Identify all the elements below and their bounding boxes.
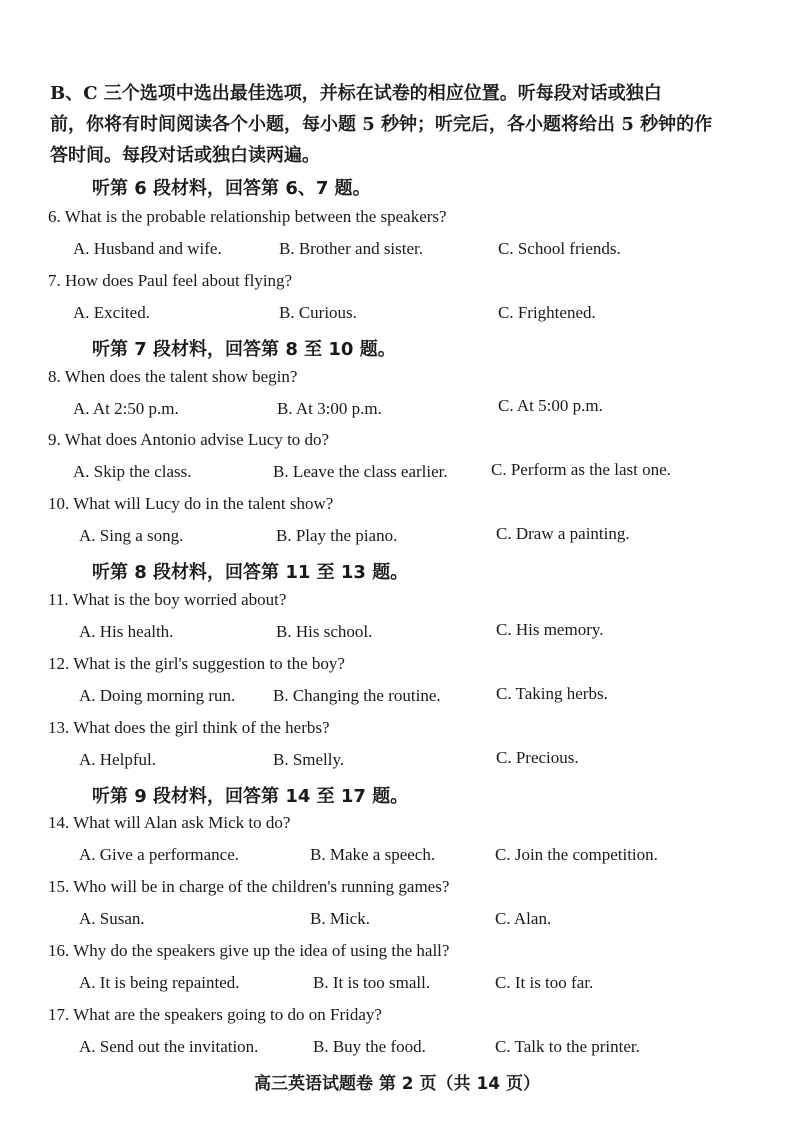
option-b: B. Make a speech. (310, 845, 436, 864)
option-c: C. Precious. (496, 748, 579, 767)
option-b: B. Brother and sister. (279, 239, 424, 258)
option-c: C. Perform as the last one. (491, 460, 671, 479)
question (48, 877, 449, 897)
question (48, 941, 449, 961)
question-number: 7. (48, 271, 61, 290)
page-footer: 高三英语试题卷 第 2 页（共 14 页） (253, 1074, 541, 1094)
option-a: A. Give a performance. (79, 845, 240, 864)
question-text: What does Antonio advise Lucy to do? (64, 430, 330, 449)
question-number: 14. (48, 813, 70, 832)
option-a: A. His health. (79, 622, 174, 641)
option-a: A. Susan. (79, 909, 145, 928)
option-c: C. Taking herbs. (496, 684, 608, 703)
option-a: A. Doing morning run. (79, 686, 236, 705)
option-b: B. Curious. (279, 303, 357, 322)
question (48, 813, 290, 833)
question-text: What will Lucy do in the talent show? (73, 494, 334, 513)
question-number: 15. (48, 877, 70, 896)
question-number: 10. (48, 494, 70, 513)
question-text: When does the talent show begin? (64, 367, 298, 386)
question (48, 271, 292, 291)
instruction-line: 前，你将有时间阅读各个小题，每小题 5 秒钟；听完后，各小题将给出 5 秒钟的作 (50, 114, 713, 135)
option-c: C. It is too far. (495, 973, 594, 992)
option-b: B. His school. (276, 622, 373, 641)
question (48, 494, 333, 514)
section-heading: 听第 8 段材料，回答第 11 至 13 题。 (92, 562, 409, 583)
question (48, 654, 345, 674)
question-text: What is the girl's suggestion to the boy? (73, 654, 345, 673)
question-text: What will Alan ask Mick to do? (73, 813, 291, 832)
option-c: C. His memory. (496, 620, 604, 639)
section-heading: 听第 9 段材料，回答第 14 至 17 题。 (92, 786, 409, 807)
instructions (50, 78, 750, 171)
question-number: 9. (48, 430, 61, 449)
question-number: 8. (48, 367, 61, 386)
option-c: C. Frightened. (498, 303, 596, 322)
question-number: 11. (48, 590, 69, 609)
option-c: C. School friends. (498, 239, 621, 258)
option-c: C. At 5:00 p.m. (498, 396, 603, 415)
question (48, 718, 330, 738)
question-number: 16. (48, 941, 70, 960)
option-b: B. Leave the class earlier. (273, 462, 448, 481)
question-text: What are the speakers going to do on Friday? (73, 1005, 382, 1024)
instruction-line: B、C 三个选项中选出最佳选项，并标在试卷的相应位置。听每段对话或独白 (50, 83, 662, 104)
instruction-line: 答时间。每段对话或独白读两遍。 (50, 145, 320, 166)
question-text: What does the girl think of the herbs? (73, 718, 330, 737)
question (48, 1005, 382, 1025)
question-text: Why do the speakers give up the idea of using the hall? (73, 941, 450, 960)
option-b: B. At 3:00 p.m. (277, 399, 382, 418)
question-number: 6. (48, 207, 61, 226)
question-number: 13. (48, 718, 70, 737)
question-number: 17. (48, 1005, 70, 1024)
option-c: C. Join the competition. (495, 845, 658, 864)
question-text: How does Paul feel about flying? (65, 271, 293, 290)
option-b: B. Play the piano. (276, 526, 398, 545)
option-a: A. It is being repainted. (79, 973, 240, 992)
option-b: B. It is too small. (313, 973, 431, 992)
question (48, 590, 286, 610)
option-c: C. Draw a painting. (496, 524, 630, 543)
question-number: 12. (48, 654, 70, 673)
option-c: C. Talk to the printer. (495, 1037, 640, 1056)
option-a: A. Send out the invitation. (79, 1037, 259, 1056)
question-text: What is the probable relationship between the speakers? (64, 207, 447, 226)
option-a: A. Sing a song. (79, 526, 184, 545)
option-b: B. Changing the routine. (273, 686, 441, 705)
option-b: B. Smelly. (273, 750, 345, 769)
option-a: A. Husband and wife. (73, 239, 222, 258)
section-heading: 听第 7 段材料，回答第 8 至 10 题。 (92, 339, 396, 360)
option-a: A. Skip the class. (73, 462, 192, 481)
option-a: A. Excited. (73, 303, 150, 322)
option-a: A. At 2:50 p.m. (73, 399, 179, 418)
option-c: C. Alan. (495, 909, 552, 928)
question (48, 367, 297, 387)
option-b: B. Buy the food. (313, 1037, 426, 1056)
question (48, 430, 329, 450)
question-text: Who will be in charge of the children's running games? (73, 877, 450, 896)
option-a: A. Helpful. (79, 750, 156, 769)
section-heading: 听第 6 段材料，回答第 6、7 题。 (92, 178, 371, 199)
question-text: What is the boy worried about? (72, 590, 287, 609)
question (48, 207, 447, 227)
option-b: B. Mick. (310, 909, 370, 928)
